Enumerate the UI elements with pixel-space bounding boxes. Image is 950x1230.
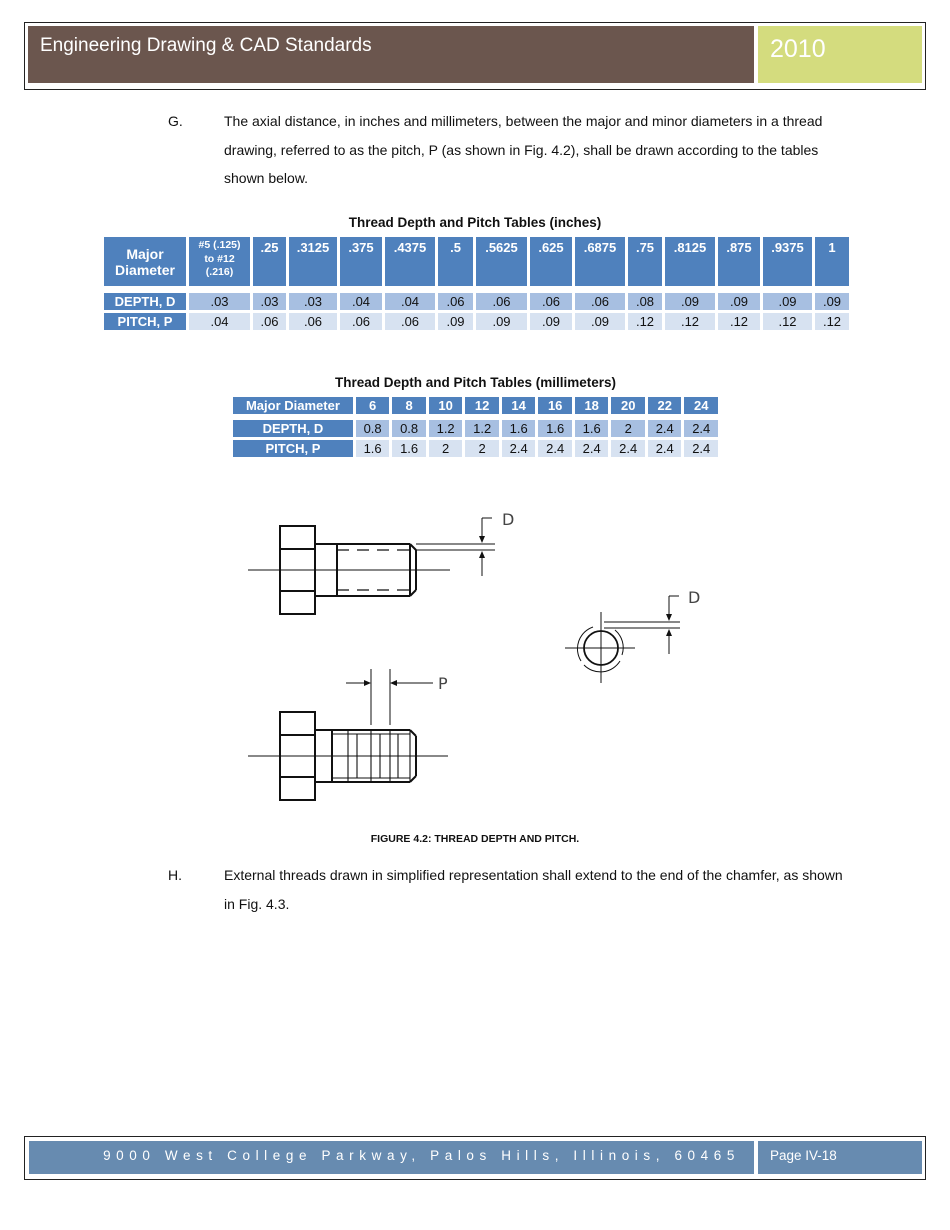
inch-depth-cell: .06 bbox=[530, 293, 572, 310]
inch-col-header: .375 bbox=[340, 237, 382, 286]
inch-pitch-cell: .06 bbox=[385, 313, 435, 330]
mm-depth-label: DEPTH, D bbox=[233, 420, 353, 437]
mm-pitch-cell: 2.4 bbox=[684, 440, 718, 457]
thread-end-view bbox=[565, 596, 680, 683]
inch-depth-cell: .09 bbox=[763, 293, 812, 310]
mm-col-header: 12 bbox=[465, 397, 499, 414]
label-p: P bbox=[438, 674, 448, 693]
mm-header-label: Major Diameter bbox=[233, 397, 353, 414]
inch-depth-cell: .08 bbox=[628, 293, 662, 310]
mm-pitch-label: PITCH, P bbox=[233, 440, 353, 457]
inch-col-header: .4375 bbox=[385, 237, 435, 286]
mm-col-header: 20 bbox=[611, 397, 645, 414]
inch-col-header: .6875 bbox=[575, 237, 625, 286]
inch-first-col-line3: (.216) bbox=[205, 266, 234, 278]
inch-table-title: Thread Depth and Pitch Tables (inches) bbox=[348, 215, 602, 230]
mm-pitch-cell: 2.4 bbox=[648, 440, 682, 457]
footer-address: 9000 West College Parkway, Palos Hills, Illinois, 60465 bbox=[29, 1141, 754, 1174]
mm-col-header: 14 bbox=[502, 397, 536, 414]
inch-depth-cell: .09 bbox=[665, 293, 715, 310]
mm-depth-cell: 1.6 bbox=[502, 420, 536, 437]
inch-pitch-cell: .12 bbox=[815, 313, 849, 330]
mm-depth-cell: 2.4 bbox=[648, 420, 682, 437]
inch-first-col-line2: to #12 bbox=[204, 252, 235, 265]
mm-pitch-cell: 1.6 bbox=[392, 440, 426, 457]
inch-depth-cell: .04 bbox=[385, 293, 435, 310]
arrowhead-icon bbox=[479, 536, 485, 543]
mm-depth-cell: 2.4 bbox=[684, 420, 718, 437]
mm-header-row bbox=[233, 397, 718, 414]
mm-table-title: Thread Depth and Pitch Tables (millimeters) bbox=[334, 375, 617, 390]
mm-pitch-row bbox=[233, 440, 718, 457]
inch-pitch-cell: .09 bbox=[575, 313, 625, 330]
inch-depth-cell: .04 bbox=[340, 293, 382, 310]
inch-col-header: .9375 bbox=[763, 237, 812, 286]
inch-depth-label: DEPTH, D bbox=[104, 293, 186, 310]
inch-depth-cell: .06 bbox=[575, 293, 625, 310]
footer-page-number: Page IV-18 bbox=[758, 1141, 922, 1174]
inch-header-label: Major Diameter bbox=[104, 237, 186, 286]
section-h-text: External threads drawn in simplified representation shall extend to the end of the chamfer, as shown in Fig. 4.3. bbox=[224, 867, 843, 912]
inch-col-header: .625 bbox=[530, 237, 572, 286]
mm-depth-row bbox=[233, 420, 718, 437]
arrowhead-icon bbox=[666, 629, 672, 636]
inch-pitch-cell: .06 bbox=[289, 313, 337, 330]
inch-col-header: 1 bbox=[815, 237, 849, 286]
header-year: 2010 bbox=[758, 26, 922, 83]
arrowhead-icon bbox=[666, 614, 672, 621]
mm-depth-cell: 0.8 bbox=[356, 420, 390, 437]
inch-col-header: .875 bbox=[718, 237, 760, 286]
section-g-letter: G. bbox=[168, 113, 183, 129]
mm-depth-cell: 1.6 bbox=[538, 420, 572, 437]
pitch-dimension bbox=[346, 669, 433, 725]
inch-depth-cell: .03 bbox=[189, 293, 250, 310]
mm-pitch-cell: 2 bbox=[465, 440, 499, 457]
figure-caption: FIGURE 4.2: THREAD DEPTH AND PITCH. bbox=[370, 833, 580, 845]
label-d-bolt: D bbox=[502, 510, 515, 529]
mm-pitch-cell: 2.4 bbox=[538, 440, 572, 457]
mm-col-header: 8 bbox=[392, 397, 426, 414]
inch-depth-cell: .06 bbox=[438, 293, 473, 310]
mm-col-header: 24 bbox=[684, 397, 718, 414]
mm-col-header: 6 bbox=[356, 397, 390, 414]
thread-figure bbox=[240, 505, 720, 805]
inch-pitch-cell: .12 bbox=[718, 313, 760, 330]
mm-pitch-cell: 2.4 bbox=[611, 440, 645, 457]
mm-depth-cell: 1.2 bbox=[465, 420, 499, 437]
inch-col-header: .5625 bbox=[476, 237, 527, 286]
inch-col-header: .75 bbox=[628, 237, 662, 286]
inch-col-header: .5 bbox=[438, 237, 473, 286]
inch-depth-row bbox=[104, 293, 849, 310]
inch-pitch-cell: .12 bbox=[665, 313, 715, 330]
mm-col-header: 18 bbox=[575, 397, 609, 414]
inch-table bbox=[101, 234, 852, 333]
inch-pitch-cell: .06 bbox=[253, 313, 286, 330]
arrowhead-icon bbox=[390, 680, 397, 686]
inch-header-row bbox=[104, 237, 849, 286]
mm-col-header: 16 bbox=[538, 397, 572, 414]
inch-first-col-line1: #5 (.125) bbox=[198, 239, 241, 251]
mm-table bbox=[230, 394, 721, 460]
inch-header-first-col bbox=[189, 237, 250, 286]
mm-pitch-cell: 1.6 bbox=[356, 440, 390, 457]
inch-pitch-label: PITCH, P bbox=[104, 313, 186, 330]
arrowhead-icon bbox=[479, 551, 485, 558]
mm-depth-cell: 0.8 bbox=[392, 420, 426, 437]
inch-pitch-row bbox=[104, 313, 849, 330]
inch-pitch-cell: .09 bbox=[476, 313, 527, 330]
inch-col-header: .8125 bbox=[665, 237, 715, 286]
mm-col-header: 10 bbox=[429, 397, 463, 414]
mm-pitch-cell: 2 bbox=[429, 440, 463, 457]
inch-pitch-cell: .09 bbox=[438, 313, 473, 330]
inch-pitch-cell: .12 bbox=[628, 313, 662, 330]
inch-depth-cell: .06 bbox=[476, 293, 527, 310]
section-g bbox=[168, 107, 848, 197]
inch-pitch-cell: .12 bbox=[763, 313, 812, 330]
mm-depth-cell: 1.2 bbox=[429, 420, 463, 437]
inch-depth-cell: .09 bbox=[815, 293, 849, 310]
bolt-top-depth-dimension bbox=[416, 518, 495, 576]
section-h-letter: H. bbox=[168, 867, 182, 883]
inch-col-header: .3125 bbox=[289, 237, 337, 286]
mm-col-header: 22 bbox=[648, 397, 682, 414]
label-d-end: D bbox=[688, 588, 701, 607]
section-h bbox=[168, 861, 848, 921]
mm-pitch-cell: 2.4 bbox=[502, 440, 536, 457]
inch-col-header: .25 bbox=[253, 237, 286, 286]
inch-pitch-cell: .06 bbox=[340, 313, 382, 330]
arrowhead-icon bbox=[364, 680, 371, 686]
inch-depth-cell: .03 bbox=[253, 293, 286, 310]
mm-depth-cell: 2 bbox=[611, 420, 645, 437]
header-title: Engineering Drawing & CAD Standards bbox=[28, 26, 754, 83]
section-g-text: The axial distance, in inches and millimeters, between the major and minor diameters in a thread drawing, referred to as the pitch, P (as shown in Fig. 4.2), shall be drawn according to the tables shown below. bbox=[224, 113, 823, 186]
mm-depth-cell: 1.6 bbox=[575, 420, 609, 437]
inch-depth-cell: .03 bbox=[289, 293, 337, 310]
inch-depth-cell: .09 bbox=[718, 293, 760, 310]
inch-pitch-cell: .09 bbox=[530, 313, 572, 330]
inch-pitch-cell: .04 bbox=[189, 313, 250, 330]
mm-pitch-cell: 2.4 bbox=[575, 440, 609, 457]
